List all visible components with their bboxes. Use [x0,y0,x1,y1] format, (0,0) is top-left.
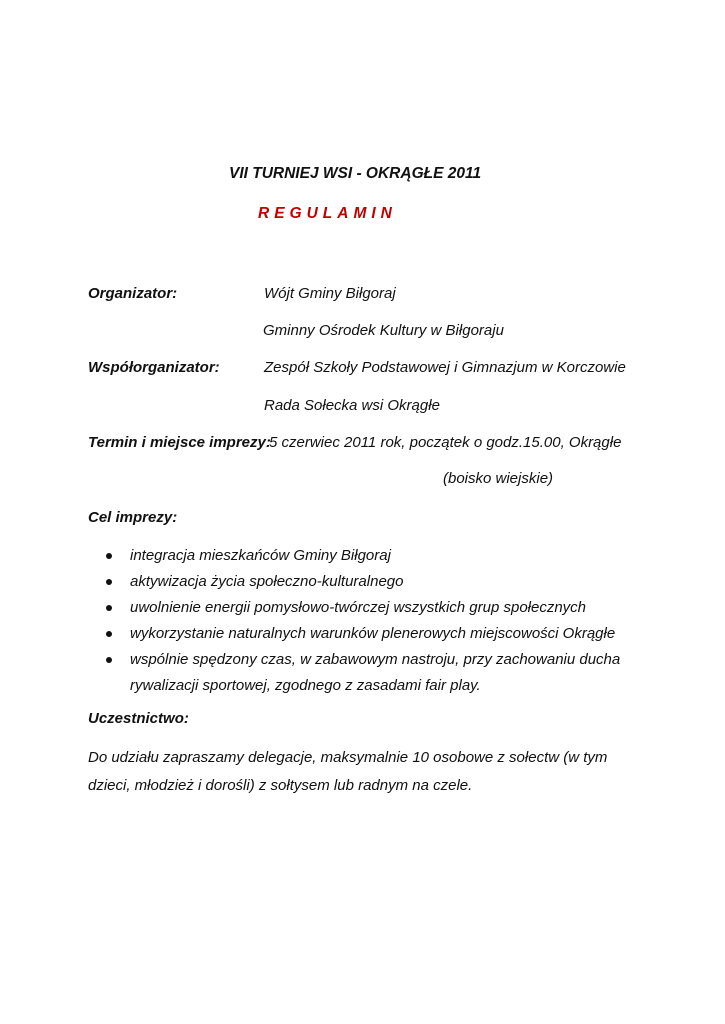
goal-item-text: wspólnie spędzony czas, w zabawowym nastroju, przy zachowaniu ducha rywalizacji sportowej, zgodnego z zasadami fair play. [130,651,621,694]
goal-label: Cel imprezy: [88,509,178,526]
date-place-label: Termin i miejsce imprezy: [88,434,271,451]
co-organizer-line-1: Zespół Szkoły Podstawowej i Gimnazjum w Korczowie [264,359,626,376]
list-item [106,647,666,699]
organizer-line-2: Gminny Ośrodek Kultury w Biłgoraju [263,322,504,339]
participation-text: Do udziału zapraszamy delegacje, maksymalnie 10 osobowe z sołectw (w tym dzieci, młodzież i dorośli) z sołtysem lub radnym na czele. [88,749,608,794]
list-item [106,621,666,647]
goal-item-text: integracja mieszkańców Gminy Biłgoraj [130,547,391,564]
bullet-icon [106,579,112,585]
goal-item-text: uwolnienie energii pomysłowo-twórczej wszystkich grup społecznych [130,599,587,616]
document-subtitle: REGULAMIN [258,205,397,222]
bullet-icon [106,605,112,611]
organizer-label: Organizator: [88,285,178,302]
bullet-icon [106,631,112,637]
list-item [106,543,666,569]
goal-item-text: aktywizacja życia społeczno-kulturalnego [130,573,404,590]
co-organizer-line-2: Rada Sołecka wsi Okrągłe [264,397,440,414]
goal-item-text: wykorzystanie naturalnych warunków plenerowych miejscowości Okrągłe [130,625,616,642]
bullet-icon [106,657,112,663]
list-item [106,595,666,621]
co-organizer-label: Współorganizator: [88,359,220,376]
date-place-value-cont: (boisko wiejskie) [443,470,554,487]
bullet-icon [106,553,112,559]
organizer-line-1: Wójt Gminy Biłgoraj [264,285,396,302]
date-place-value: 5 czerwiec 2011 rok, początek o godz.15.00, Okrągłe [269,434,622,451]
goal-list [106,543,666,699]
list-item [106,569,666,595]
document-title: VII TURNIEJ WSI - OKRĄGŁE 2011 [229,165,482,182]
participation-label: Uczestnictwo: [88,710,189,727]
